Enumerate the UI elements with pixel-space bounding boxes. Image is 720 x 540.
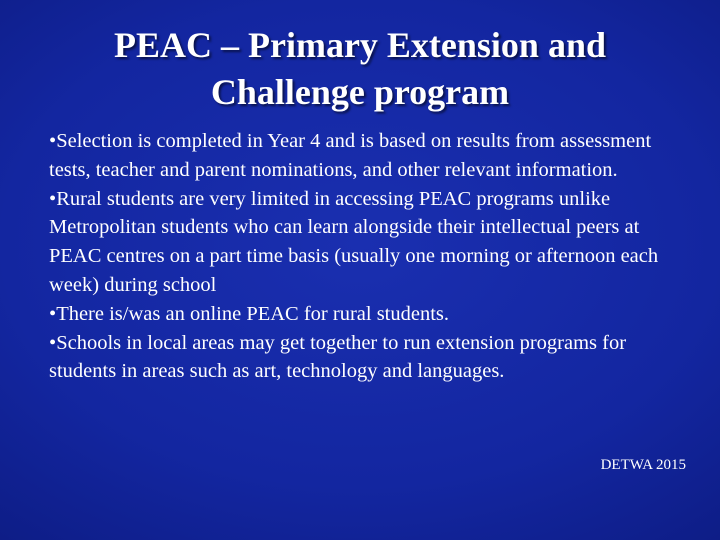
bullet-item-local-schools: [49, 329, 679, 387]
slide-title-line-1: PEAC – Primary Extension and: [113, 25, 606, 65]
slide-title-line-2: Challenge program: [210, 72, 510, 112]
bullet-marker: •: [49, 130, 57, 152]
slide-title: [40, 22, 680, 116]
bullet-text: There is/was an online PEAC for rural students.: [56, 302, 450, 325]
bullet-marker: •: [49, 331, 57, 354]
bullet-item-rural-access: [49, 185, 679, 300]
bullet-marker: •: [49, 187, 57, 210]
bullet-list: [49, 127, 679, 386]
bullet-text: Schools in local areas may get together to run extension programs for students in areas such as art, technology and languages.: [49, 331, 627, 383]
bullet-marker: •: [49, 302, 57, 325]
bullet-text: Selection is completed in Year 4 and is based on results from assessment tests, teacher and parent nominations, and other relevant information.: [49, 130, 652, 181]
bullet-item-selection: [49, 127, 679, 185]
bullet-text: Rural students are very limited in accessing PEAC programs unlike Metropolitan students who can learn alongside their intellectual peers at PEAC centres on a part time basis (usually one morning or afternoon each week) during school: [49, 187, 659, 296]
bullet-item-online-peac: [49, 300, 679, 329]
source-credit: DETWA 2015: [600, 457, 686, 473]
